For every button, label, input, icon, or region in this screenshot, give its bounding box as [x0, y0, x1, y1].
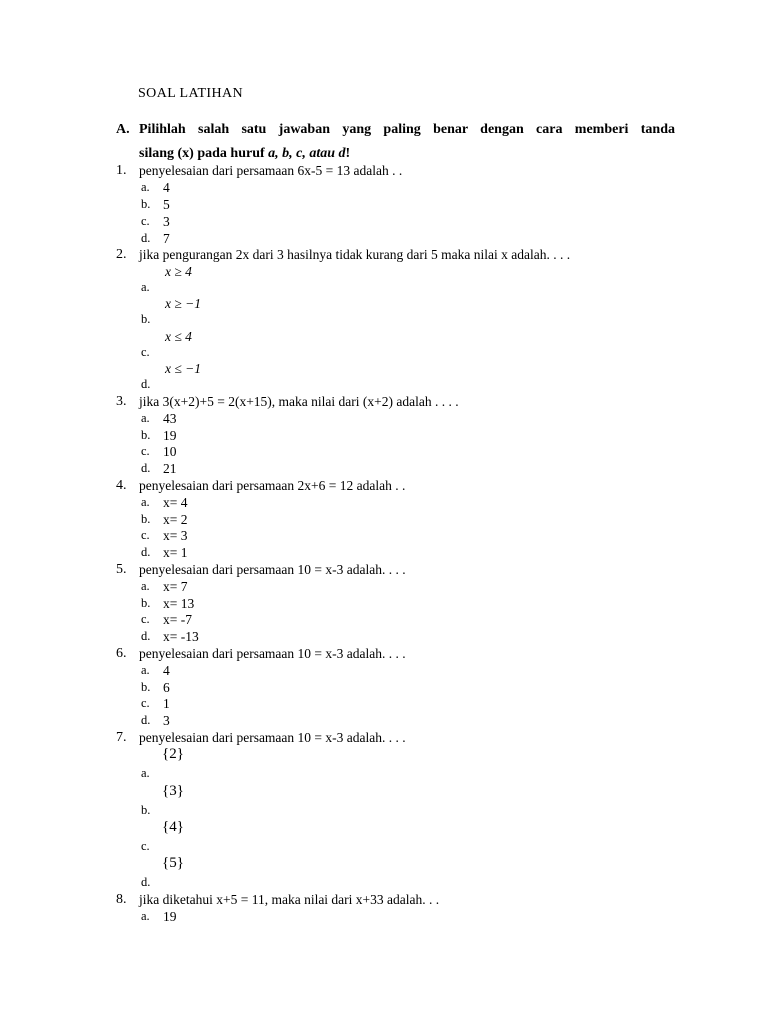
option-letter: d.	[141, 629, 151, 643]
option-math: x ≥ 4	[165, 264, 192, 279]
option-letter: b.	[141, 197, 151, 211]
option-value: x= 7	[163, 579, 188, 594]
option-value: 4	[163, 663, 170, 678]
option-letter: b.	[141, 312, 151, 326]
question-text: penyelesaian dari persamaan 2x+6 = 12 adalah . .	[139, 478, 406, 493]
instruction-prefix: silang (x) pada huruf	[139, 146, 269, 161]
question-text: penyelesaian dari persamaan 10 = x-3 adalah. . . .	[139, 646, 406, 661]
question-number: 4.	[116, 478, 127, 493]
option-letter: a.	[141, 411, 150, 425]
option-letter: a.	[141, 180, 150, 194]
option-letter: a.	[141, 495, 150, 509]
question-text: jika pengurangan 2x dari 3 hasilnya tidak kurang dari 5 maka nilai x adalah. . . .	[139, 247, 571, 262]
option-value: 7	[163, 231, 170, 246]
option-value: x= 3	[163, 528, 188, 543]
option-math: {3}	[162, 783, 184, 799]
option-letter: c.	[141, 696, 150, 710]
question-number: 3.	[116, 394, 127, 409]
question-text: jika diketahui x+5 = 11, maka nilai dari x+33 adalah. . .	[139, 892, 440, 907]
option-letter: d.	[141, 461, 151, 475]
option-letter: d.	[141, 713, 151, 727]
option-value: x= 1	[163, 545, 188, 560]
section-instruction-line1: Pilihlah salah satu jawaban yang paling benar dengan cara memberi tanda	[139, 122, 675, 137]
option-letter: c.	[141, 839, 150, 853]
question-text: penyelesaian dari persamaan 10 = x-3 adalah. . . .	[139, 730, 406, 745]
option-value: 10	[163, 444, 177, 459]
option-value: 1	[163, 696, 170, 711]
option-value: 6	[163, 680, 170, 695]
question-number: 2.	[116, 247, 127, 262]
option-value: x= 2	[163, 512, 188, 527]
option-letter: d.	[141, 545, 151, 559]
option-letter: c.	[141, 345, 150, 359]
option-letter: b.	[141, 512, 151, 526]
instruction-suffix: !	[345, 146, 351, 161]
option-letter: a.	[141, 663, 150, 677]
question-number: 8.	[116, 892, 127, 907]
option-value: 19	[163, 428, 177, 443]
option-letter: a.	[141, 766, 150, 780]
option-letter: b.	[141, 596, 151, 610]
page-title: SOAL LATIHAN	[138, 86, 243, 101]
question-number: 6.	[116, 646, 127, 661]
section-instruction-line2	[139, 146, 350, 162]
option-value: x= 4	[163, 495, 188, 510]
option-letter: b.	[141, 680, 151, 694]
option-letter: d.	[141, 377, 151, 391]
option-letter: a.	[141, 579, 150, 593]
option-letter: b.	[141, 428, 151, 442]
question-number: 7.	[116, 730, 127, 745]
option-value: x= -7	[163, 612, 192, 627]
option-value: 43	[163, 411, 177, 426]
section-letter: A.	[116, 122, 130, 137]
option-letter: c.	[141, 528, 150, 542]
question-number: 5.	[116, 562, 127, 577]
instruction-choices: a, b, c, atau d	[268, 146, 346, 161]
option-math: {5}	[162, 855, 184, 871]
question-number: 1.	[116, 163, 127, 178]
option-value: x= 13	[163, 596, 195, 611]
option-value: 21	[163, 461, 177, 476]
option-value: 5	[163, 197, 170, 212]
question-text: penyelesaian dari persamaan 10 = x-3 adalah. . . .	[139, 562, 406, 577]
option-value: 3	[163, 214, 170, 229]
option-math: {2}	[162, 746, 184, 762]
option-letter: b.	[141, 803, 151, 817]
option-letter: c.	[141, 214, 150, 228]
question-text: jika 3(x+2)+5 = 2(x+15), maka nilai dari (x+2) adalah . . . .	[139, 394, 459, 409]
option-math: {4}	[162, 819, 184, 835]
option-value: 19	[163, 909, 177, 924]
option-math: x ≤ −1	[165, 361, 202, 376]
option-letter: a.	[141, 909, 150, 923]
option-letter: c.	[141, 444, 150, 458]
question-text: penyelesaian dari persamaan 6x-5 = 13 adalah . .	[139, 163, 403, 178]
option-math: x ≤ 4	[165, 329, 192, 344]
option-value: 4	[163, 180, 170, 195]
option-letter: c.	[141, 612, 150, 626]
option-letter: d.	[141, 231, 151, 245]
option-letter: a.	[141, 280, 150, 294]
option-letter: d.	[141, 875, 151, 889]
option-value: x= -13	[163, 629, 199, 644]
option-value: 3	[163, 713, 170, 728]
option-math: x ≥ −1	[165, 296, 202, 311]
